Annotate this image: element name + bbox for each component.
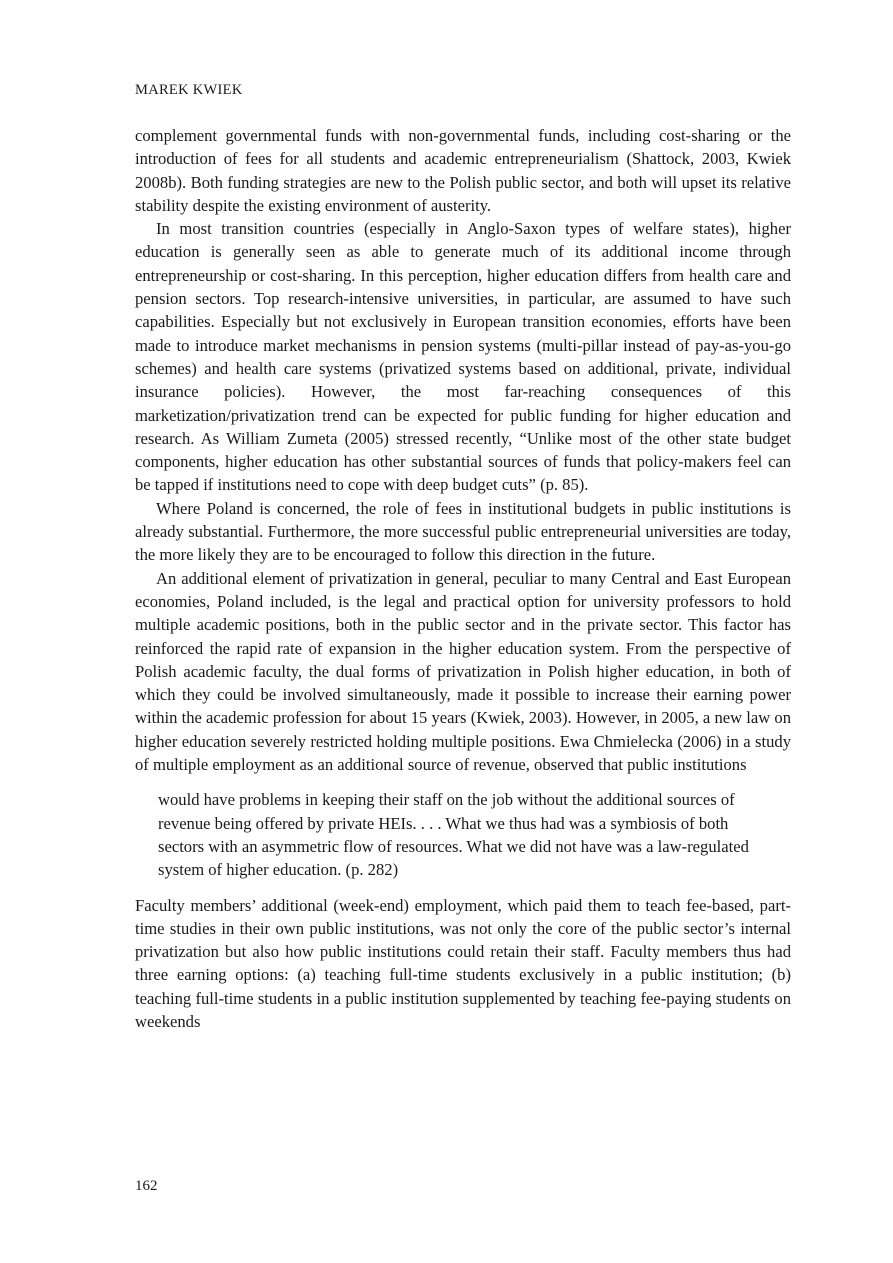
paragraph: An additional element of privatization in general, peculiar to many Central and East European economies, Poland included, is the legal and practical option for university professors to hold multiple academic positions, both in the public sector and in the private sector. This factor has reinforced the rapid rate of expansion in the higher education system. From the perspective of Polish academic faculty, the dual forms of privatization in Polish higher education, in both of which they could be involved simultaneously, made it possible to increase their earning power within the academic profession for about 15 years (Kwiek, 2003). However, in 2005, a new law on higher education severely restricted holding multiple positions. Ewa Chmielecka (2006) in a study of multiple employment as an additional source of revenue, observed that public institutions xyxy=(135,568,791,775)
block-quote: would have problems in keeping their staff on the job without the additional sources of revenue being offered by private HEIs. . . . What we thus had was a symbiosis of both sectors with an asymmetric flow of resources. What we did not have was a law-regulated system of higher education. (p. 282) xyxy=(158,790,749,880)
body-text xyxy=(135,124,791,1033)
paragraph: In most transition countries (especially in Anglo-Saxon types of welfare states), higher education is generally seen as able to generate much of its additional income through entrepreneurship or cost-sharing. In this perception, higher education differs from health care and pension sectors. Top research-intensive universities, in particular, are assumed to have such capabilities. Especially but not exclusively in European transition economies, efforts have been made to introduce market mechanisms in pension systems (multi-pillar instead of pay-as-you-go schemes) and health care systems (privatized systems based on additional, private, individual insurance policies). However, the most far-reaching consequences of this marketization/privatization trend can be expected for public funding for higher education and research. As William Zumeta (2005) stressed recently, “Unlike most of the other state budget components, higher education has other substantial sources of funds that policy-makers feel can be tapped if institutions need to cope with deep budget cuts” (p. 85). xyxy=(135,219,791,495)
paragraph: Faculty members’ additional (week-end) employment, which paid them to teach fee-based, part-time studies in their own public institutions, was not only the core of the public sector’s internal privatization but also how public institutions could retain their staff. Faculty members thus had three earning options: (a) teaching full-time students exclusively in a public institution; (b) teaching full-time students in a public institution supplemented by teaching fee-paying students on weekends xyxy=(135,895,791,1031)
paragraph: Where Poland is concerned, the role of fees in institutional budgets in public institutions is already substantial. Furthermore, the more successful public entrepreneurial universities are today, the more likely they are to be encouraged to follow this direction in the future. xyxy=(135,498,791,565)
page-number: 162 xyxy=(135,1178,158,1194)
paragraph: complement governmental funds with non-governmental funds, including cost-sharing or the introduction of fees for all students and academic entrepreneurialism (Shattock, 2003, Kwiek 2008b). Both funding strategies are new to the Polish public sector, and both will upset its relative stability despite the existing environment of austerity. xyxy=(135,126,791,215)
running-head: MAREK KWIEK xyxy=(135,82,243,98)
